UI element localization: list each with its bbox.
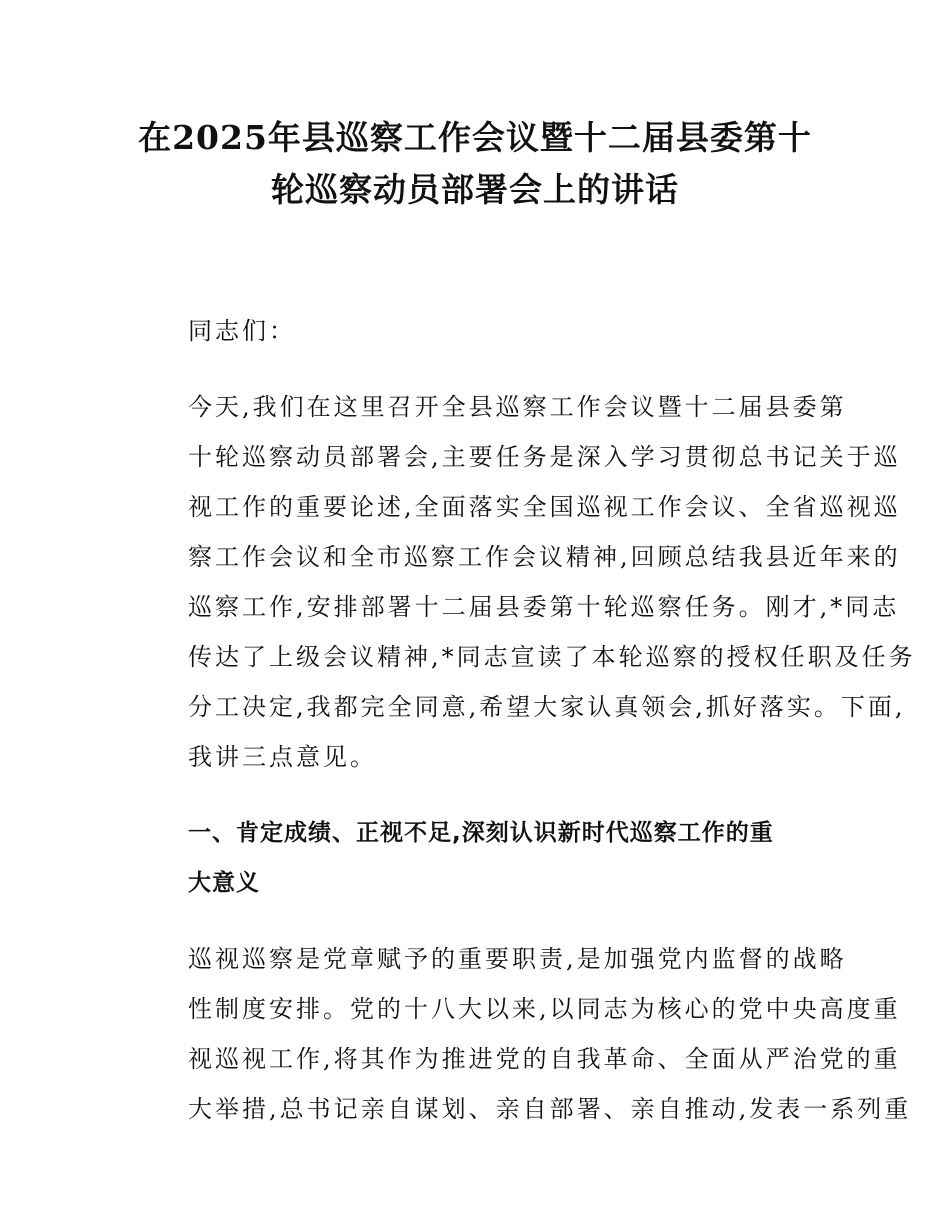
paragraph-section-1 — [140, 934, 912, 1134]
heading-line: 大意义 — [188, 870, 260, 896]
section-heading-1 — [140, 808, 820, 908]
text-line: 性制度安排。党的十八大以来,以同志为核心的党中央高度重 — [188, 995, 901, 1023]
text-line: 十轮巡察动员部署会,主要任务是深入学习贯彻总书记关于巡 — [188, 443, 901, 471]
text-line: 察工作会议和全市巡察工作会议精神,回顾总结我县近年来的 — [188, 543, 901, 571]
title-line: 在2025年县巡察工作会议暨十二届县委第十 — [138, 118, 812, 157]
text-line: 视工作的重要论述,全面落实全国巡视工作会议、全省巡视巡 — [188, 493, 901, 521]
paragraph-opening — [140, 382, 916, 782]
text-line: 传达了上级会议精神,*同志宣读了本轮巡察的授权任职及任务 — [188, 643, 916, 671]
text-line: 巡视巡察是党章赋予的重要职责,是加强党内监督的战略 — [188, 945, 847, 973]
heading-line: 一、肯定成绩、正视不足,深刻认识新时代巡察工作的重 — [188, 820, 774, 846]
text-line: 我讲三点意见。 — [188, 743, 377, 771]
text-line: 视巡视工作,将其作为推进党的自我革命、全面从严治党的重 — [188, 1045, 901, 1073]
document-body — [140, 306, 916, 1160]
document-title — [130, 112, 820, 216]
title-line: 轮巡察动员部署会上的讲话 — [271, 170, 679, 209]
text-line: 今天,我们在这里召开全县巡察工作会议暨十二届县委第 — [188, 393, 847, 421]
text-line: 分工决定,我都完全同意,希望大家认真领会,抓好落实。下面, — [188, 693, 906, 721]
text-line: 巡察工作,安排部署十二届县委第十轮巡察任务。刚才,*同志 — [188, 593, 900, 621]
text-line: 大举措,总书记亲自谋划、亲自部署、亲自推动,发表一系列重 — [188, 1095, 912, 1123]
salutation: 同志们： — [188, 317, 296, 345]
